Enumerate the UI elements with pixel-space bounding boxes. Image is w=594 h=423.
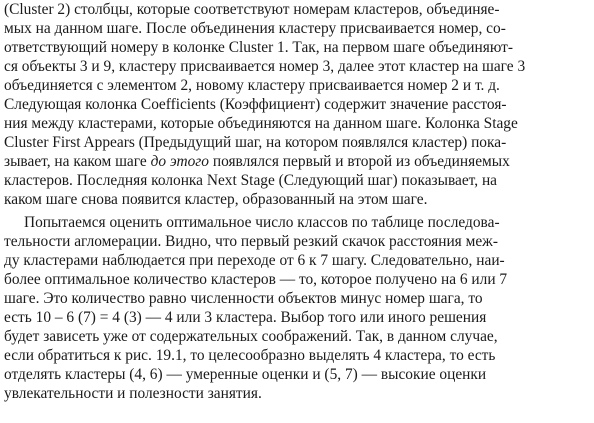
text-run: есть 10 – 6 (7) = 4 (3) — 4 или 3 кластера. Выбор того или иного решения: [4, 309, 487, 326]
text-line: [4, 289, 590, 308]
text-line: [4, 384, 590, 403]
text-run: (Cluster 2) столбцы, которые соответствуют номерам кластеров, объединяе-: [4, 1, 500, 18]
text-line: [4, 232, 590, 251]
text-run: каком шаге снова появится кластер, образованный на этом шаге.: [4, 191, 428, 208]
text-run: ду кластерами наблюдается при переходе от 6 к 7 шагу. Следовательно, наи-: [4, 252, 505, 269]
text-run: появлялся первый и второй из объединяемых: [208, 153, 510, 170]
text-run: шаге. Это количество равно численности объектов минус номер шага, то: [4, 290, 483, 307]
text-line: [4, 57, 590, 76]
text-run: если обратиться к рис. 19.1, то целесообразно выделять 4 кластера, то есть: [4, 347, 496, 364]
text-line: [4, 251, 590, 270]
text-line: [4, 171, 590, 190]
text-line: [4, 114, 590, 133]
text-line: [4, 0, 590, 19]
text-run: Следующая колонка Coefficients (Коэффициент) содержит значение расстоя-: [4, 96, 507, 113]
text-run: зывает, на каком шаге: [4, 153, 151, 170]
text-line: [4, 133, 590, 152]
text-line-indented: [24, 213, 590, 232]
text-run: ответствующий номеру в колонке Cluster 1. Так, на первом шаге объединяют-: [4, 39, 514, 56]
text-line: [4, 308, 590, 327]
text-run: увлекательности и полезности занятия.: [4, 385, 262, 402]
text-line: [4, 19, 590, 38]
text-line: [4, 152, 590, 171]
text-run: объединяется с элементом 2, новому кластеру присваивается номер 2 и т. д.: [4, 77, 500, 94]
text-line: [4, 327, 590, 346]
text-line: [4, 38, 590, 57]
text-run: отделять кластеры (4, 6) — умеренные оценки и (5, 7) — высокие оценки: [4, 366, 487, 383]
text-run: ся объекты 3 и 9, кластеру присваивается номер 3, далее этот кластер на шаге 3: [4, 58, 526, 75]
text-run: тельности агломерации. Видно, что первый резкий скачок расстояния меж-: [4, 233, 498, 250]
text-line: [4, 76, 590, 95]
text-run: Попытаемся оценить оптимальное число классов по таблице последова-: [24, 214, 500, 231]
text-run: более оптимальное количество кластеров — то, которое получено на 6 или 7: [4, 271, 508, 288]
text-run: ния между кластерами, которые объединяются на данном шаге. Колонка Stage: [4, 115, 518, 132]
text-run: будет зависеть уже от содержательных соображений. Так, в данном случае,: [4, 328, 498, 345]
italic-text-run: до этого: [150, 153, 209, 170]
text-line: [4, 365, 590, 384]
text-run: кластеров. Последняя колонка Next Stage (Следующий шаг) показывает, на: [4, 172, 498, 189]
text-line: [4, 190, 590, 209]
text-line: [4, 346, 590, 365]
text-line: [4, 270, 590, 289]
text-run: Cluster First Appears (Предыдущий шаг, на котором появлялся кластер) пока-: [4, 134, 507, 151]
text-run: мых на данном шаге. После объединения кластеру присваивается номер, со-: [4, 20, 506, 37]
text-line: [4, 95, 590, 114]
